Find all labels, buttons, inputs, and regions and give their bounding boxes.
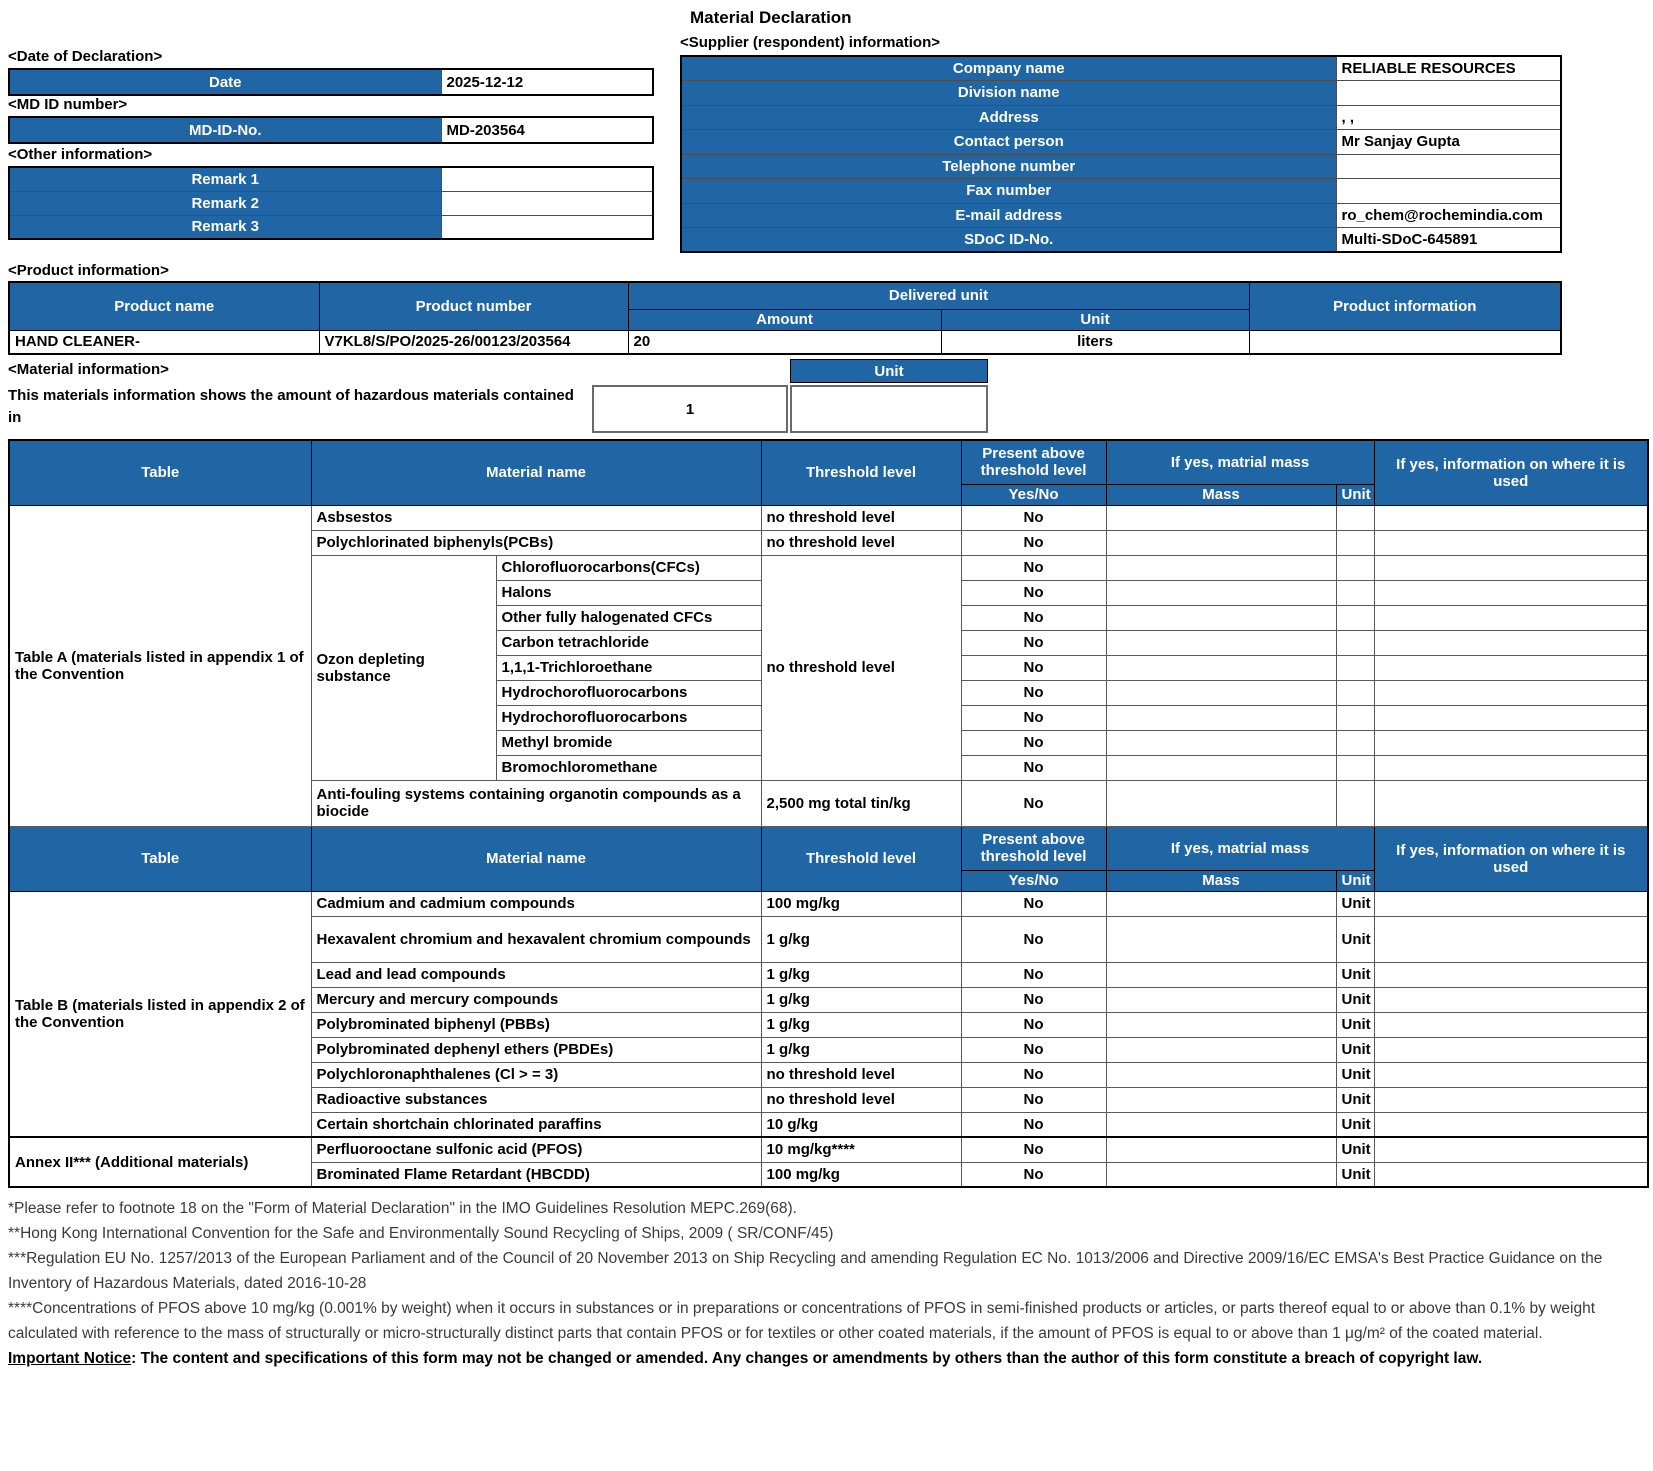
mass-cell: [1106, 605, 1336, 630]
material-cell: Brominated Flame Retardant (HBCDD): [311, 1162, 761, 1187]
supplier-label-cell: Telephone number: [681, 154, 1336, 179]
table-header-row: [9, 282, 1561, 309]
material-cell: Carbon tetrachloride: [496, 630, 761, 655]
product-information-cell: [1249, 330, 1561, 354]
threshold-cell: 1 g/kg: [761, 962, 961, 987]
mass-cell: [1106, 1062, 1336, 1087]
material-cell: Radioactive substances: [311, 1087, 761, 1112]
info-cell: [1374, 655, 1648, 680]
table-row: [681, 154, 1561, 179]
table-row: [9, 1137, 1648, 1162]
page-title: Material Declaration: [690, 8, 852, 27]
hazardous-materials-table: [8, 439, 1649, 1188]
material-cell: Mercury and mercury compounds: [311, 987, 761, 1012]
table-row: [681, 228, 1561, 253]
remark-value-cell: [441, 191, 653, 215]
material-unit-header: Unit: [790, 359, 988, 383]
unit-cell: [1336, 655, 1374, 680]
supplier-section-label: <Supplier (respondent) information>: [680, 34, 941, 51]
supplier-value-cell: Mr Sanjay Gupta: [1336, 130, 1561, 155]
unit-cell: Unit: [1336, 916, 1374, 962]
info-cell: [1374, 891, 1648, 916]
mass-cell: [1106, 1162, 1336, 1187]
unit-cell: Unit: [1336, 891, 1374, 916]
mass-cell: [1106, 916, 1336, 962]
threshold-cell: 100 mg/kg: [761, 891, 961, 916]
material-cell: Cadmium and cadmium compounds: [311, 891, 761, 916]
threshold-cell: no threshold level: [761, 1062, 961, 1087]
mass-cell: [1106, 630, 1336, 655]
annex-ii-label: Annex II*** (Additional materials): [9, 1137, 311, 1187]
material-cell: Polychloronaphthalenes (Cl > = 3): [311, 1062, 761, 1087]
material-cell: Lead and lead compounds: [311, 962, 761, 987]
product-name-cell: HAND CLEANER-: [9, 330, 319, 354]
info-cell: [1374, 916, 1648, 962]
present-cell: No: [961, 505, 1106, 530]
threshold-cell: 100 mg/kg: [761, 1162, 961, 1187]
if-yes-info-header: If yes, information on where it is used: [1374, 440, 1648, 505]
threshold-cell: 10 mg/kg****: [761, 1137, 961, 1162]
threshold-cell: no threshold level: [761, 530, 961, 555]
mass-cell: [1106, 987, 1336, 1012]
mass-cell: [1106, 655, 1336, 680]
present-cell: No: [961, 780, 1106, 826]
supplier-label-cell: Contact person: [681, 130, 1336, 155]
unit-cell: Unit: [1336, 1087, 1374, 1112]
present-cell: No: [961, 1012, 1106, 1037]
unit-cell: [1336, 755, 1374, 780]
supplier-label-cell: SDoC ID-No.: [681, 228, 1336, 253]
product-information-header: Product information: [1249, 282, 1561, 330]
product-number-cell: V7KL8/S/PO/2025-26/00123/203564: [319, 330, 628, 354]
present-cell: No: [961, 605, 1106, 630]
present-cell: No: [961, 1062, 1106, 1087]
amount-cell: 20: [628, 330, 941, 354]
unit-cell: [1336, 580, 1374, 605]
footnotes: [8, 1196, 1648, 1371]
material-cell: Polybrominated dephenyl ethers (PBDEs): [311, 1037, 761, 1062]
table-row: [681, 81, 1561, 106]
table-row: [9, 167, 653, 191]
ozone-group-label: Ozon depleting substance: [311, 555, 496, 780]
mass-cell: [1106, 1087, 1336, 1112]
material-name-header: Material name: [311, 440, 761, 505]
important-notice: [8, 1346, 1648, 1371]
unit-col-header: Unit: [1336, 484, 1374, 505]
info-cell: [1374, 780, 1648, 826]
present-above-header: Present above threshold level: [961, 440, 1106, 484]
threshold-cell: 1 g/kg: [761, 916, 961, 962]
supplier-value-cell: Multi-SDoC-645891: [1336, 228, 1561, 253]
unit-cell: Unit: [1336, 1037, 1374, 1062]
material-unit-box: [790, 385, 988, 433]
material-info-strip: [8, 359, 1653, 437]
threshold-level-header: Threshold level: [761, 440, 961, 505]
date-value-cell: 2025-12-12: [441, 69, 653, 95]
table-row: [9, 191, 653, 215]
unit-header: Unit: [941, 309, 1249, 330]
material-cell: Polybrominated biphenyl (PBBs): [311, 1012, 761, 1037]
remark-value-cell: [441, 215, 653, 239]
supplier-value-cell: ro_chem@rochemindia.com: [1336, 203, 1561, 228]
product-number-header: Product number: [319, 282, 628, 330]
supplier-label-cell: E-mail address: [681, 203, 1336, 228]
material-cell: Certain shortchain chlorinated paraffins: [311, 1112, 761, 1137]
threshold-cell: 1 g/kg: [761, 987, 961, 1012]
date-section-label: <Date of Declaration>: [8, 48, 163, 65]
mass-cell: [1106, 530, 1336, 555]
table-b-label: Table B (materials listed in appendix 2 of the Convention: [9, 891, 311, 1137]
remark-label-cell: Remark 2: [9, 191, 441, 215]
table-header-row: [9, 826, 1648, 870]
remark-label-cell: Remark 1: [9, 167, 441, 191]
info-cell: [1374, 530, 1648, 555]
material-cell: Perfluorooctane sulfonic acid (PFOS): [311, 1137, 761, 1162]
material-cell: Bromochloromethane: [496, 755, 761, 780]
unit-cell: [1336, 705, 1374, 730]
material-cell: Other fully halogenated CFCs: [496, 605, 761, 630]
yes-no-header: Yes/No: [961, 484, 1106, 505]
mass-cell: [1106, 891, 1336, 916]
unit-col-header: Unit: [1336, 870, 1374, 891]
threshold-cell: no threshold level: [761, 1087, 961, 1112]
present-cell: No: [961, 555, 1106, 580]
table-row: [9, 117, 653, 143]
material-cell: Hexavalent chromium and hexavalent chromium compounds: [311, 916, 761, 962]
table-row: [681, 130, 1561, 155]
table-row: [9, 505, 1648, 530]
unit-cell: [1336, 780, 1374, 826]
unit-cell: Unit: [1336, 1162, 1374, 1187]
threshold-cell: 2,500 mg total tin/kg: [761, 780, 961, 826]
info-cell: [1374, 505, 1648, 530]
amount-header: Amount: [628, 309, 941, 330]
mass-cell: [1106, 1037, 1336, 1062]
mass-cell: [1106, 962, 1336, 987]
material-cell: 1,1,1-Trichloroethane: [496, 655, 761, 680]
mass-header: Mass: [1106, 870, 1336, 891]
mass-cell: [1106, 755, 1336, 780]
remarks-table: [8, 166, 654, 240]
present-cell: No: [961, 962, 1106, 987]
table-col-header: Table: [9, 440, 311, 505]
supplier-table: [680, 55, 1562, 253]
footnote: ***Regulation EU No. 1257/2013 of the European Parliament and of the Council of 20 November 2013 on Ship Recycling and amending Regulation EC No. 1013/2006 and Directive 2009/16/EC EMSA's Best Practice Guidance on the Inventory of Hazardous Materials, dated 2016-10-28: [8, 1250, 1603, 1292]
mass-cell: [1106, 1012, 1336, 1037]
present-cell: No: [961, 1037, 1106, 1062]
table-row: [9, 69, 653, 95]
material-name-header: Material name: [311, 826, 761, 891]
table-row: [681, 179, 1561, 204]
material-cell: Methyl bromide: [496, 730, 761, 755]
unit-cell: [1336, 630, 1374, 655]
material-cell: Anti-fouling systems containing organotin compounds as a biocide: [311, 780, 761, 826]
present-cell: No: [961, 1112, 1106, 1137]
present-cell: No: [961, 1087, 1106, 1112]
if-yes-mass-header: If yes, matrial mass: [1106, 440, 1374, 484]
table-row: [681, 105, 1561, 130]
supplier-value-cell: RELIABLE RESOURCES: [1336, 56, 1561, 81]
unit-cell: Unit: [1336, 987, 1374, 1012]
table-a-label: Table A (materials listed in appendix 1 of the Convention: [9, 505, 311, 826]
unit-cell: Unit: [1336, 1012, 1374, 1037]
table-row: [681, 56, 1561, 81]
mass-cell: [1106, 580, 1336, 605]
top-area: [0, 0, 1653, 262]
material-section-label: <Material information>: [8, 361, 169, 378]
product-name-header: Product name: [9, 282, 319, 330]
unit-cell: [1336, 530, 1374, 555]
info-cell: [1374, 1062, 1648, 1087]
yes-no-header: Yes/No: [961, 870, 1106, 891]
md-id-value-cell: MD-203564: [441, 117, 653, 143]
unit-cell: Unit: [1336, 1137, 1374, 1162]
material-cell: Hydrochorofluorocarbons: [496, 680, 761, 705]
info-cell: [1374, 705, 1648, 730]
info-cell: [1374, 1162, 1648, 1187]
supplier-label-cell: Address: [681, 105, 1336, 130]
present-cell: No: [961, 1137, 1106, 1162]
present-cell: No: [961, 705, 1106, 730]
other-info-section-label: <Other information>: [8, 146, 153, 163]
md-id-label-cell: MD-ID-No.: [9, 117, 441, 143]
info-cell: [1374, 987, 1648, 1012]
info-cell: [1374, 555, 1648, 580]
mass-header: Mass: [1106, 484, 1336, 505]
present-cell: No: [961, 680, 1106, 705]
unit-cell: [1336, 505, 1374, 530]
present-cell: No: [961, 987, 1106, 1012]
threshold-cell: 1 g/kg: [761, 1012, 961, 1037]
mass-cell: [1106, 780, 1336, 826]
unit-cell: Unit: [1336, 1112, 1374, 1137]
present-cell: No: [961, 916, 1106, 962]
threshold-cell: 1 g/kg: [761, 1037, 961, 1062]
material-cell: Hydrochorofluorocarbons: [496, 705, 761, 730]
table-row: [9, 891, 1648, 916]
supplier-value-cell: [1336, 81, 1561, 106]
unit-cell: [1336, 680, 1374, 705]
unit-cell: [1336, 605, 1374, 630]
table-header-row: [9, 440, 1648, 484]
threshold-cell: no threshold level: [761, 505, 961, 530]
info-cell: [1374, 962, 1648, 987]
mass-cell: [1106, 555, 1336, 580]
material-cell: Halons: [496, 580, 761, 605]
present-above-header: Present above threshold level: [961, 826, 1106, 870]
supplier-value-cell: [1336, 179, 1561, 204]
if-yes-info-header: If yes, information on where it is used: [1374, 826, 1648, 891]
present-cell: No: [961, 1162, 1106, 1187]
delivered-unit-header: Delivered unit: [628, 282, 1249, 309]
if-yes-mass-header: If yes, matrial mass: [1106, 826, 1374, 870]
info-cell: [1374, 730, 1648, 755]
md-id-section-label: <MD ID number>: [8, 96, 128, 113]
present-cell: No: [961, 655, 1106, 680]
date-table: [8, 68, 654, 96]
info-cell: [1374, 605, 1648, 630]
supplier-value-cell: , ,: [1336, 105, 1561, 130]
info-cell: [1374, 1137, 1648, 1162]
material-description: This materials information shows the amount of hazardous materials contained in: [8, 387, 574, 426]
material-cell: Polychlorinated biphenyls(PCBs): [311, 530, 761, 555]
info-cell: [1374, 1112, 1648, 1137]
present-cell: No: [961, 580, 1106, 605]
info-cell: [1374, 680, 1648, 705]
unit-cell: Unit: [1336, 1062, 1374, 1087]
product-table: [8, 281, 1562, 355]
material-cell: Chlorofluorocarbons(CFCs): [496, 555, 761, 580]
footnote: ****Concentrations of PFOS above 10 mg/kg (0.001% by weight) when it occurs in substances or in preparations or concentrations of PFOS in semi-finished products or articles, or parts thereof equal to or above than 0.1% by weight calculated with reference to the mass of structurally or micro-structurally distinct parts that contain PFOS or for textiles or other coated materials, if the amount of PFOS is equal to or above than 1 μg/m² of the coated material.: [8, 1300, 1595, 1342]
supplier-label-cell: Division name: [681, 81, 1336, 106]
unit-cell: liters: [941, 330, 1249, 354]
supplier-value-cell: [1336, 154, 1561, 179]
footnote: *Please refer to footnote 18 on the "Form of Material Declaration" in the IMO Guidelines Resolution MEPC.269(68).: [8, 1200, 797, 1217]
date-label-cell: Date: [9, 69, 441, 95]
present-cell: No: [961, 755, 1106, 780]
mass-cell: [1106, 705, 1336, 730]
present-cell: No: [961, 730, 1106, 755]
product-row: [9, 330, 1561, 354]
supplier-label-cell: Fax number: [681, 179, 1336, 204]
unit-cell: Unit: [1336, 962, 1374, 987]
present-cell: No: [961, 891, 1106, 916]
unit-cell: [1336, 730, 1374, 755]
remark-label-cell: Remark 3: [9, 215, 441, 239]
threshold-level-header: Threshold level: [761, 826, 961, 891]
important-notice-text: : The content and specifications of this form may not be changed or amended. Any changes or amendments by others than the author of this form constitute a breach of copyright law.: [131, 1350, 1483, 1367]
threshold-cell: 10 g/kg: [761, 1112, 961, 1137]
md-id-table: [8, 116, 654, 144]
mass-cell: [1106, 1112, 1336, 1137]
material-cell: Asbsestos: [311, 505, 761, 530]
info-cell: [1374, 1087, 1648, 1112]
remark-value-cell: [441, 167, 653, 191]
product-section-label: <Product information>: [8, 262, 169, 279]
info-cell: [1374, 630, 1648, 655]
mass-cell: [1106, 730, 1336, 755]
present-cell: No: [961, 630, 1106, 655]
table-row: [9, 215, 653, 239]
info-cell: [1374, 580, 1648, 605]
mass-cell: [1106, 680, 1336, 705]
table-row: [681, 203, 1561, 228]
info-cell: [1374, 1012, 1648, 1037]
mass-cell: [1106, 505, 1336, 530]
unit-cell: [1336, 555, 1374, 580]
mass-cell: [1106, 1137, 1336, 1162]
table-col-header: Table: [9, 826, 311, 891]
footnote: **Hong Kong International Convention for the Safe and Environmentally Sound Recycling of Ships, 2009 ( SR/CONF/45): [8, 1225, 834, 1242]
threshold-cell: no threshold level: [761, 555, 961, 780]
info-cell: [1374, 1037, 1648, 1062]
present-cell: No: [961, 530, 1106, 555]
material-amount-box: 1: [592, 385, 788, 433]
info-cell: [1374, 755, 1648, 780]
supplier-label-cell: Company name: [681, 56, 1336, 81]
important-notice-label: Important Notice: [8, 1350, 132, 1367]
